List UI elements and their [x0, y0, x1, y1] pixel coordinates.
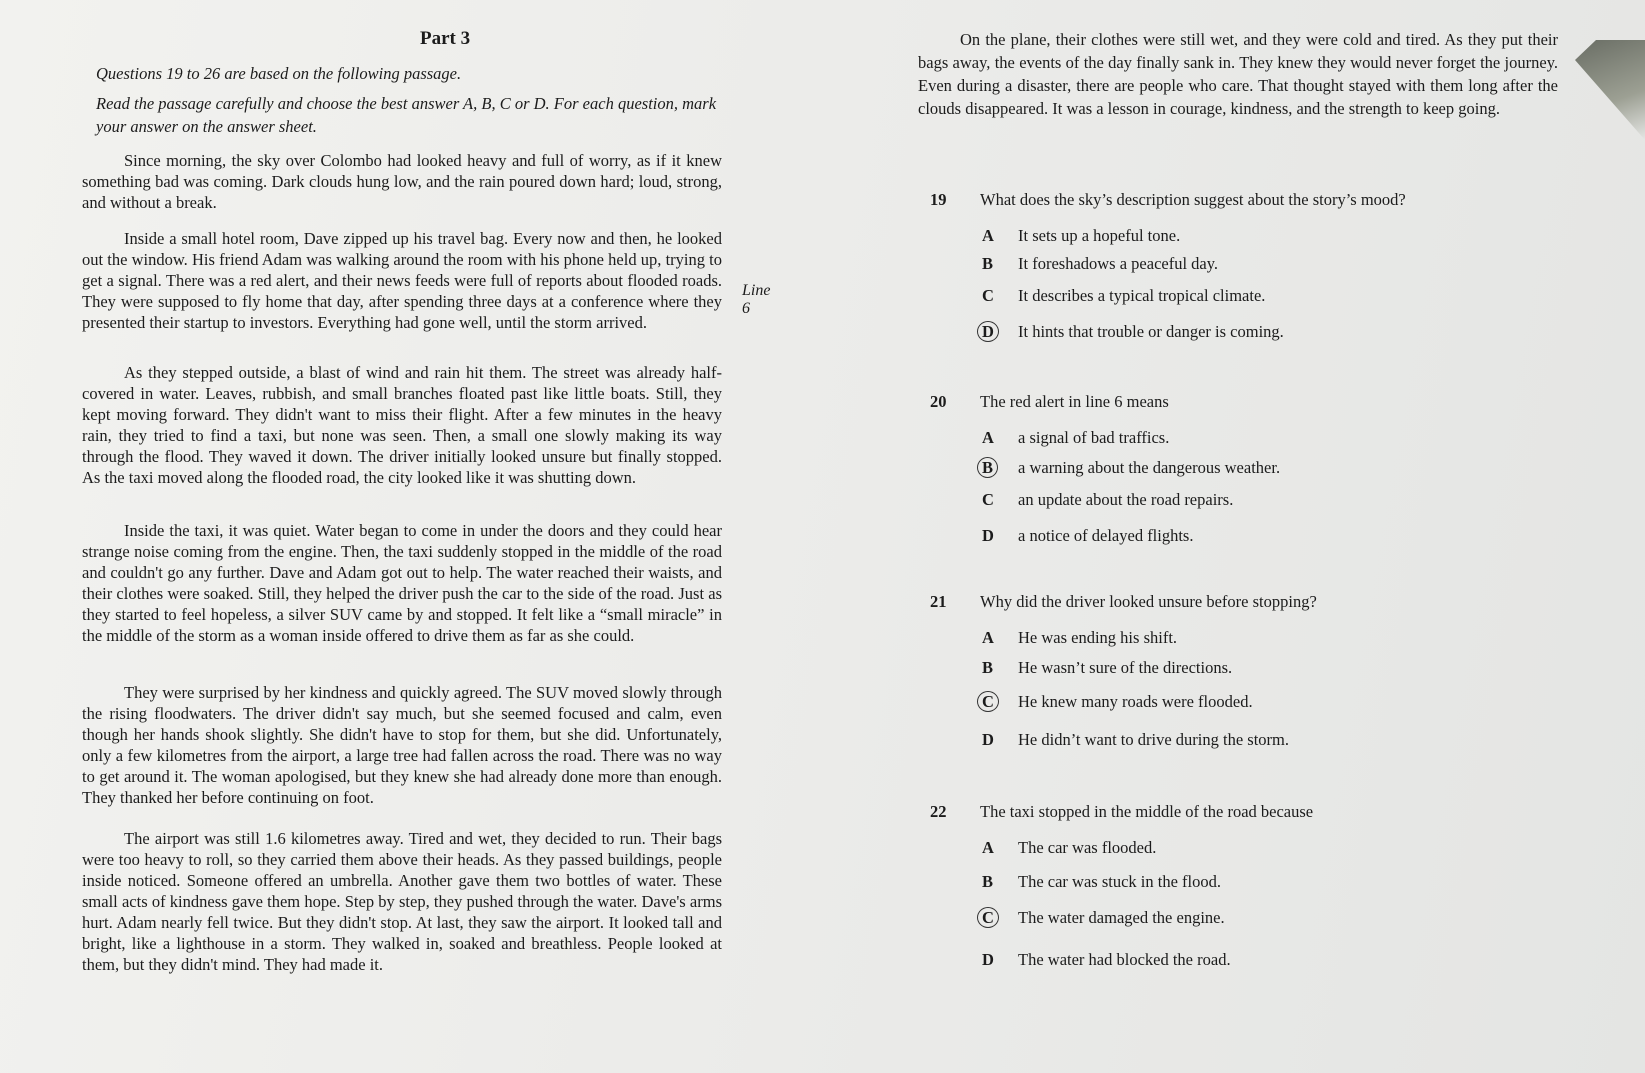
- option-letter: A: [982, 628, 994, 647]
- line-marker: Line 6: [742, 282, 771, 317]
- option-b[interactable]: [982, 872, 1542, 892]
- option-d[interactable]: [982, 322, 1542, 342]
- option-text: a warning about the dangerous weather.: [1018, 458, 1281, 477]
- passage-paragraph-3: As they stepped outside, a blast of wind and rain hit them. The street was already half-covered in water. Leaves, rubbish, and small branches floated past like little boats. Still, they kept moving forward. They didn't want to miss their flight. After a few minutes in the heavy rain, they tried to find a taxi, but none was seen. Then, a small one slowly making its way through the flood. They waved it down. The driver initially looked unsure but finally stopped. As the taxi moved along the flooded road, the city looked like it was shutting down.: [82, 363, 722, 487]
- option-text: It foreshadows a peaceful day.: [1018, 254, 1219, 273]
- option-text: an update about the road repairs.: [1018, 490, 1234, 509]
- question-text: What does the sky’s description suggest about the story’s mood?: [980, 190, 1406, 209]
- option-text: It describes a typical tropical climate.: [1018, 286, 1266, 305]
- option-text: a signal of bad traffics.: [1018, 428, 1170, 447]
- option-letter: A: [982, 838, 994, 857]
- passage-paragraph-6: The airport was still 1.6 kilometres away. Tired and wet, they decided to run. Their bags were too heavy to roll, so they carried them above their heads. As they passed buildings, people inside noticed. Someone offered an umbrella. Another gave them two bottles of water. These small acts of kindness gave them hope. Step by step, they pushed through the water. Dave's arms hurt. Adam nearly fell twice. But they didn't stop. At last, they saw the airport. It looked tall and bright, like a lighthouse in a storm. They walked in, soaked and breathless. People looked at them, but they didn't mind. They had made it.: [82, 829, 722, 974]
- option-letter: D: [982, 730, 994, 749]
- question-number: 20: [930, 392, 947, 411]
- question-text: The red alert in line 6 means: [980, 392, 1169, 411]
- option-c[interactable]: [982, 692, 1542, 712]
- option-text: a notice of delayed flights.: [1018, 526, 1194, 545]
- passage-paragraph-1: Since morning, the sky over Colombo had looked heavy and full of worry, as if it knew something bad was coming. Dark clouds hung low, and the rain poured down hard; loud, strong, and without a break.: [82, 151, 722, 212]
- option-a[interactable]: [982, 428, 1542, 448]
- question-text: The taxi stopped in the middle of the road because: [980, 802, 1314, 821]
- option-letter: [982, 692, 1018, 712]
- option-a[interactable]: [982, 226, 1542, 246]
- question-number: 22: [930, 802, 947, 821]
- instructions: Read the passage carefully and choose the best answer A, B, C or D. For each question, mark your answer on the answer sheet.: [96, 94, 717, 136]
- option-letter: D: [982, 526, 994, 545]
- option-c[interactable]: [982, 286, 1542, 306]
- option-text: He didn’t want to drive during the storm.: [1018, 730, 1289, 749]
- option-text: He knew many roads were flooded.: [1018, 692, 1253, 711]
- option-letter: B: [982, 872, 994, 891]
- option-letter: [982, 908, 1018, 928]
- option-letter: D: [982, 950, 994, 969]
- question-number: 19: [930, 190, 947, 209]
- option-d[interactable]: [982, 730, 1542, 750]
- passage-paragraph-2: Inside a small hotel room, Dave zipped up his travel bag. Every now and then, he looked out the window. His friend Adam was walking around the room with his phone held up, trying to get a signal. There was a red alert, and their news feeds were full of reports about flooded roads. They were supposed to fly home that day, after spending three days at a conference where they presented their startup to investors. Everything had gone well, until the storm arrived.: [82, 229, 722, 332]
- option-text: It sets up a hopeful tone.: [1018, 226, 1181, 245]
- option-b[interactable]: [982, 254, 1542, 274]
- answer-circle-mark: B: [977, 457, 998, 478]
- option-letter: B: [982, 254, 994, 273]
- passage-paragraph-5: They were surprised by her kindness and quickly agreed. The SUV moved slowly through the rising floodwaters. The driver didn't say much, but she seemed focused and calm, even though her hands shook slightly. She didn't have to stop for them, but she did. Unfortunately, only a few kilometres from the airport, a large tree had fallen across the road. There was no way to get around it. The woman apologised, but they knew she had already done more than enough. They thanked her before continuing on foot.: [82, 683, 722, 807]
- option-b[interactable]: [982, 658, 1542, 678]
- answer-circle-mark: D: [977, 321, 999, 342]
- question-text: Why did the driver looked unsure before stopping?: [980, 592, 1317, 611]
- option-letter: [982, 322, 1018, 342]
- answer-circle-mark: C: [977, 691, 999, 712]
- option-c[interactable]: [982, 490, 1542, 510]
- option-a[interactable]: [982, 838, 1542, 858]
- option-letter: [982, 458, 1018, 478]
- question-number: 21: [930, 592, 947, 611]
- part-title: Part 3: [420, 28, 471, 49]
- passage-paragraph-4: Inside the taxi, it was quiet. Water began to come in under the doors and they could hear strange noise coming from the engine. Then, the taxi suddenly stopped in the middle of the road and couldn't go any further. Dave and Adam got out to help. The water reached their waists, and their clothes were soaked. Still, they helped the driver push the car to the side of the road. Just as they started to feel hopeless, a silver SUV came by and stopped. It felt like a “small miracle” in the middle of the storm as a woman inside offered to drive them as far as she could.: [82, 521, 722, 645]
- option-text: The water damaged the engine.: [1018, 908, 1225, 927]
- option-letter: A: [982, 226, 994, 245]
- option-text: The car was stuck in the flood.: [1018, 872, 1221, 891]
- option-letter: B: [982, 658, 994, 677]
- option-text: It hints that trouble or danger is coming.: [1018, 322, 1284, 341]
- questions-range: Questions 19 to 26 are based on the following passage.: [96, 64, 462, 83]
- option-a[interactable]: [982, 628, 1542, 648]
- option-d[interactable]: [982, 526, 1542, 546]
- option-d[interactable]: [982, 950, 1542, 970]
- option-letter: A: [982, 428, 994, 447]
- option-letter: C: [982, 286, 994, 305]
- option-text: He wasn’t sure of the directions.: [1018, 658, 1233, 677]
- table-corner-shadow: [1575, 40, 1645, 140]
- option-letter: C: [982, 490, 994, 509]
- option-c[interactable]: [982, 908, 1542, 928]
- answer-circle-mark: C: [977, 907, 999, 928]
- option-text: He was ending his shift.: [1018, 628, 1178, 647]
- option-text: The car was flooded.: [1018, 838, 1157, 857]
- option-b[interactable]: [982, 458, 1542, 478]
- passage-ending: On the plane, their clothes were still wet, and they were cold and tired. As they put their bags away, the events of the day finally sank in. They knew they would never forget the journey. Even during a disaster, there are people who care. That thought stayed with them long after the clouds disappeared. It was a lesson in courage, kindness, and the strength to keep going.: [918, 30, 1558, 118]
- option-text: The water had blocked the road.: [1018, 950, 1231, 969]
